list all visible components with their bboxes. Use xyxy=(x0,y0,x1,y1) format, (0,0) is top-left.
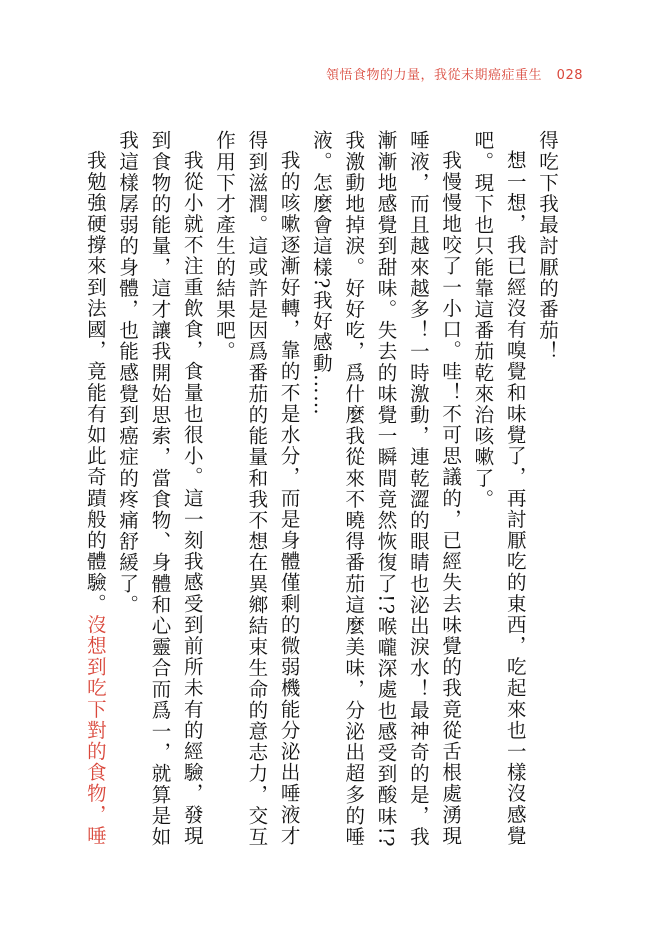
paragraph-5: 我從小就不注重飲食，食量也很小。這一刻我感受到前所未有的經驗，發現到食物的能量，這才讓我開始思索，當食物、身體和心靈合而爲一，就算是如我這樣孱弱的身體，也能感覺到癌症的疼痛舒緩了。 xyxy=(116,130,204,848)
page-number: 028 xyxy=(556,68,583,83)
paragraph-2: 想一想，我已經沒有嗅覺和味覺了，再討厭吃的東西，吃起來也一樣沒感覺吧。現下也只能靠這番茄乾來治咳嗽了。 xyxy=(471,130,527,846)
paragraph-4: 我的咳嗽逐漸好轉，靠的不是水分，而是身體僅剩的微弱機能分泌出唾液才得到滋潤。這或許是因爲番茄的能量和我不想在異鄉結束生命的意志力，交互作用下才產生的結果吧。 xyxy=(213,130,301,848)
chapter-title: 領悟食物的力量，我從末期癌症重生 xyxy=(326,68,543,83)
paragraph-3: 我慢慢地咬了一小口。哇！不可思議的，已經失去味覺的我竟從舌根處湧現唾液，而且越來越多！一時激動，連乾澀的眼睛也泌出淚水！最神奇的是，我漸漸地感覺到甜味。失去的味覺一瞬間竟然恢復了!?喉嚨深處也感受到酸味!?我激動地掉淚。好好吃，爲什麼我從來不曉得番茄這麼美味，分泌出超多的唾液。怎麼會這樣?我好感動…… xyxy=(309,130,463,849)
paragraph-1: 得吃下我最討厭的番茄！ xyxy=(536,130,559,363)
highlighted-text: 沒想到吃下對的食物，唾 xyxy=(83,613,107,846)
vertical-body-text xyxy=(83,130,563,850)
paragraph-6: 我勉強硬撐來到法國，竟能有如此奇蹟般的體驗。沒想到吃下對的食物，唾 xyxy=(83,149,107,846)
running-header xyxy=(326,64,583,83)
